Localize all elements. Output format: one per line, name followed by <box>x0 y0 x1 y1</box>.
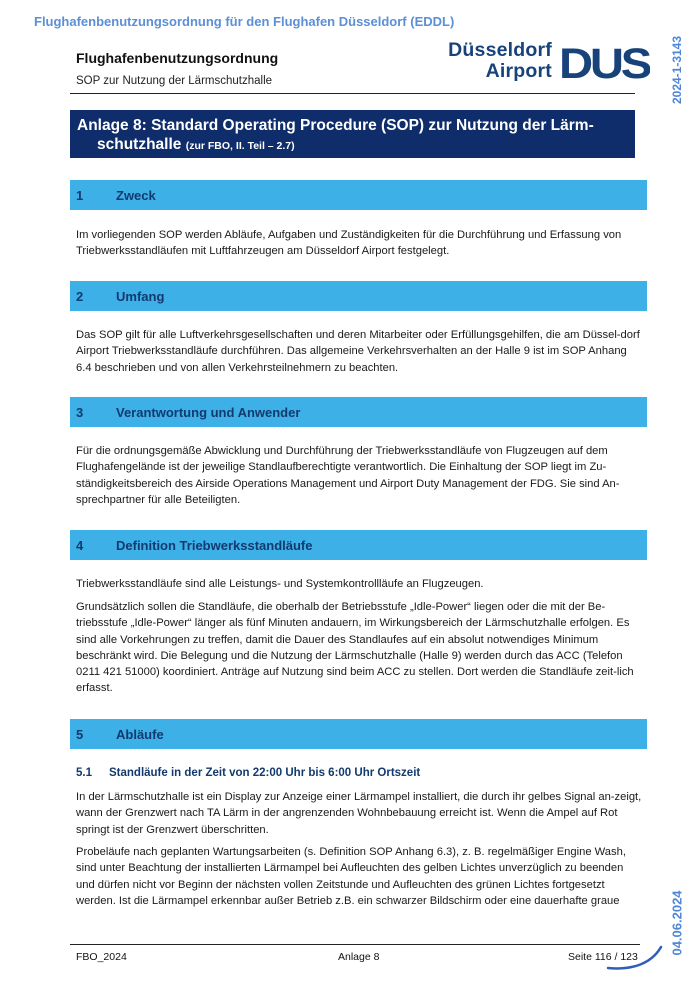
airport-logo <box>448 40 650 84</box>
footer-page-number: Seite 116 / 123 <box>568 951 638 963</box>
document-banner: Flughafenbenutzungsordnung für den Flughafen Düsseldorf (EDDL) <box>34 14 455 29</box>
subsection-title: Standläufe in der Zeit von 22:00 Uhr bis 6:00 Uhr Ortszeit <box>109 767 421 779</box>
section-heading-zweck <box>70 180 647 210</box>
footer-document: FBO_2024 <box>76 951 127 963</box>
section-number: 3 <box>76 405 84 420</box>
annex-title-line1: Anlage 8: Standard Operating Procedure (SOP) zur Nutzung der Lärm- <box>77 117 594 134</box>
section-title: Abläufe <box>116 727 164 742</box>
subsection-heading <box>76 767 420 779</box>
header-divider <box>70 93 635 94</box>
section-title: Zweck <box>116 188 156 203</box>
section-number: 5 <box>76 727 84 742</box>
dus-logo-mark <box>558 43 650 81</box>
section-heading-ablaeufe <box>70 719 647 749</box>
footer-annex: Anlage 8 <box>338 951 380 963</box>
annex-title-line2: schutzhalle (zur FBO, II. Teil – 2.7) <box>97 136 295 153</box>
section-heading-verantwortung <box>70 397 647 427</box>
subsection-number: 5.1 <box>76 767 92 779</box>
section-heading-definition <box>70 530 647 560</box>
section-title: Definition Triebwerksstandläufe <box>116 538 313 553</box>
section-number: 1 <box>76 188 84 203</box>
header-title: Flughafenbenutzungsordnung <box>76 50 279 66</box>
section-title: Verantwortung und Anwender <box>116 405 301 420</box>
section-number: 4 <box>76 538 84 553</box>
header-subtitle: SOP zur Nutzung der Lärmschutzhalle <box>76 75 273 87</box>
side-date-stamp: 04.06.2024 <box>669 890 685 956</box>
annex-title-banner <box>70 110 635 158</box>
section-heading-umfang <box>70 281 647 311</box>
paragraph-verantwortung: Für die ordnungsgemäße Abwicklung und Durchführung der Triebwerksstandläufe von Flugzeugen auf dem Flughafengelände ist der jeweilige Standlaufberechtigte verantwortlich. Die Einhaltung der SOP liegt im Zu-ständigkeitsbereich des Airside Operations Management und Airport Duty Management der FDG. Sie sind An-sprechpartner für alle Beteiligten. <box>76 445 620 506</box>
svg-text:DUS: DUS <box>559 43 650 81</box>
annex-reference: (zur FBO, II. Teil – 2.7) <box>185 140 295 152</box>
section-title: Umfang <box>116 289 165 304</box>
paragraph-definition-1: Triebwerksstandläufe sind alle Leistungs- und Systemkontrollläufe an Flugzeugen. <box>76 578 484 590</box>
paragraph-ablaeufe-1: In der Lärmschutzhalle ist ein Display zur Anzeige einer Lärmampel installiert, die durch ihr gelbes Signal an-zeigt, wann der Grenzwert nach TA Lärm in der angrenzenden Wohnbebauung erreicht ist. Wenn die Ampel auf Rot springt ist der Grenzwert überschritten. <box>76 791 642 836</box>
paragraph-ablaeufe-2: Probeläufe nach geplanten Wartungsarbeiten (s. Definition SOP Anhang 6.3), z. B. regelmäßiger Engine Wash, sind unter Beachtung der installierten Lärmampel bei Aufleuchten des gelben Lichtes unverzüglich zu beenden und dürfen nicht vor Beginn der nächsten vollen Zeitstunde und Aufleuchten des grünen Lichtes fortgesetzt werden. Ist die Lärmampel erkennbar außer Betrieb z.B. ein schwarzer Bildschirm oder eine dauerhafte graue <box>76 846 626 907</box>
logo-wordmark: Düsseldorf Airport <box>448 39 552 82</box>
paragraph-definition-2: Grundsätzlich sollen die Standläufe, die oberhalb der Betriebsstufe „Idle-Power“ liegen oder die mit der Be-triebsstufe „Idle-Power“ länger als fünf Minuten andauern, im Wirkungsbereich der Lärmschutzhalle erfolgen. Es sind alle Vorkehrungen zu treffen, damit die Dauer des Standlaufes auf ein absolut notwendiges Minimum beschränkt wird. Die Belegung und die Nutzung der Lärmschutzhalle (Halle 9) werden durch das ACC (Telefon 0211 421 51000) koordiniert. Anträge auf Nutzung sind beim ACC zu stellen. Dort werden die Standläufe zeit-lich erfasst. <box>76 601 634 695</box>
paragraph-zweck: Im vorliegenden SOP werden Abläufe, Aufgaben und Zuständigkeiten für die Durchführung und Erfassung von Triebwerksstandläufen mit Luftfahrzeugen am Düsseldorf Airport festgelegt. <box>76 229 622 258</box>
page-corner-swoosh-icon <box>606 944 664 972</box>
section-number: 2 <box>76 289 84 304</box>
footer-divider <box>70 944 640 945</box>
paragraph-umfang: Das SOP gilt für alle Luftverkehrsgesellschaften und deren Mitarbeiter oder Erfüllungsgehilfen, die am Düssel-dorf Airport Triebwerksstandläufe durchführen. Das allgemeine Verkehrsverhalten an der Halle 9 ist im SOP Anhang 6.4 beschrieben und von allen Verkehrsteilnehmern zu beachten. <box>76 329 640 374</box>
side-document-id: 2024-1-3143 <box>670 35 684 105</box>
